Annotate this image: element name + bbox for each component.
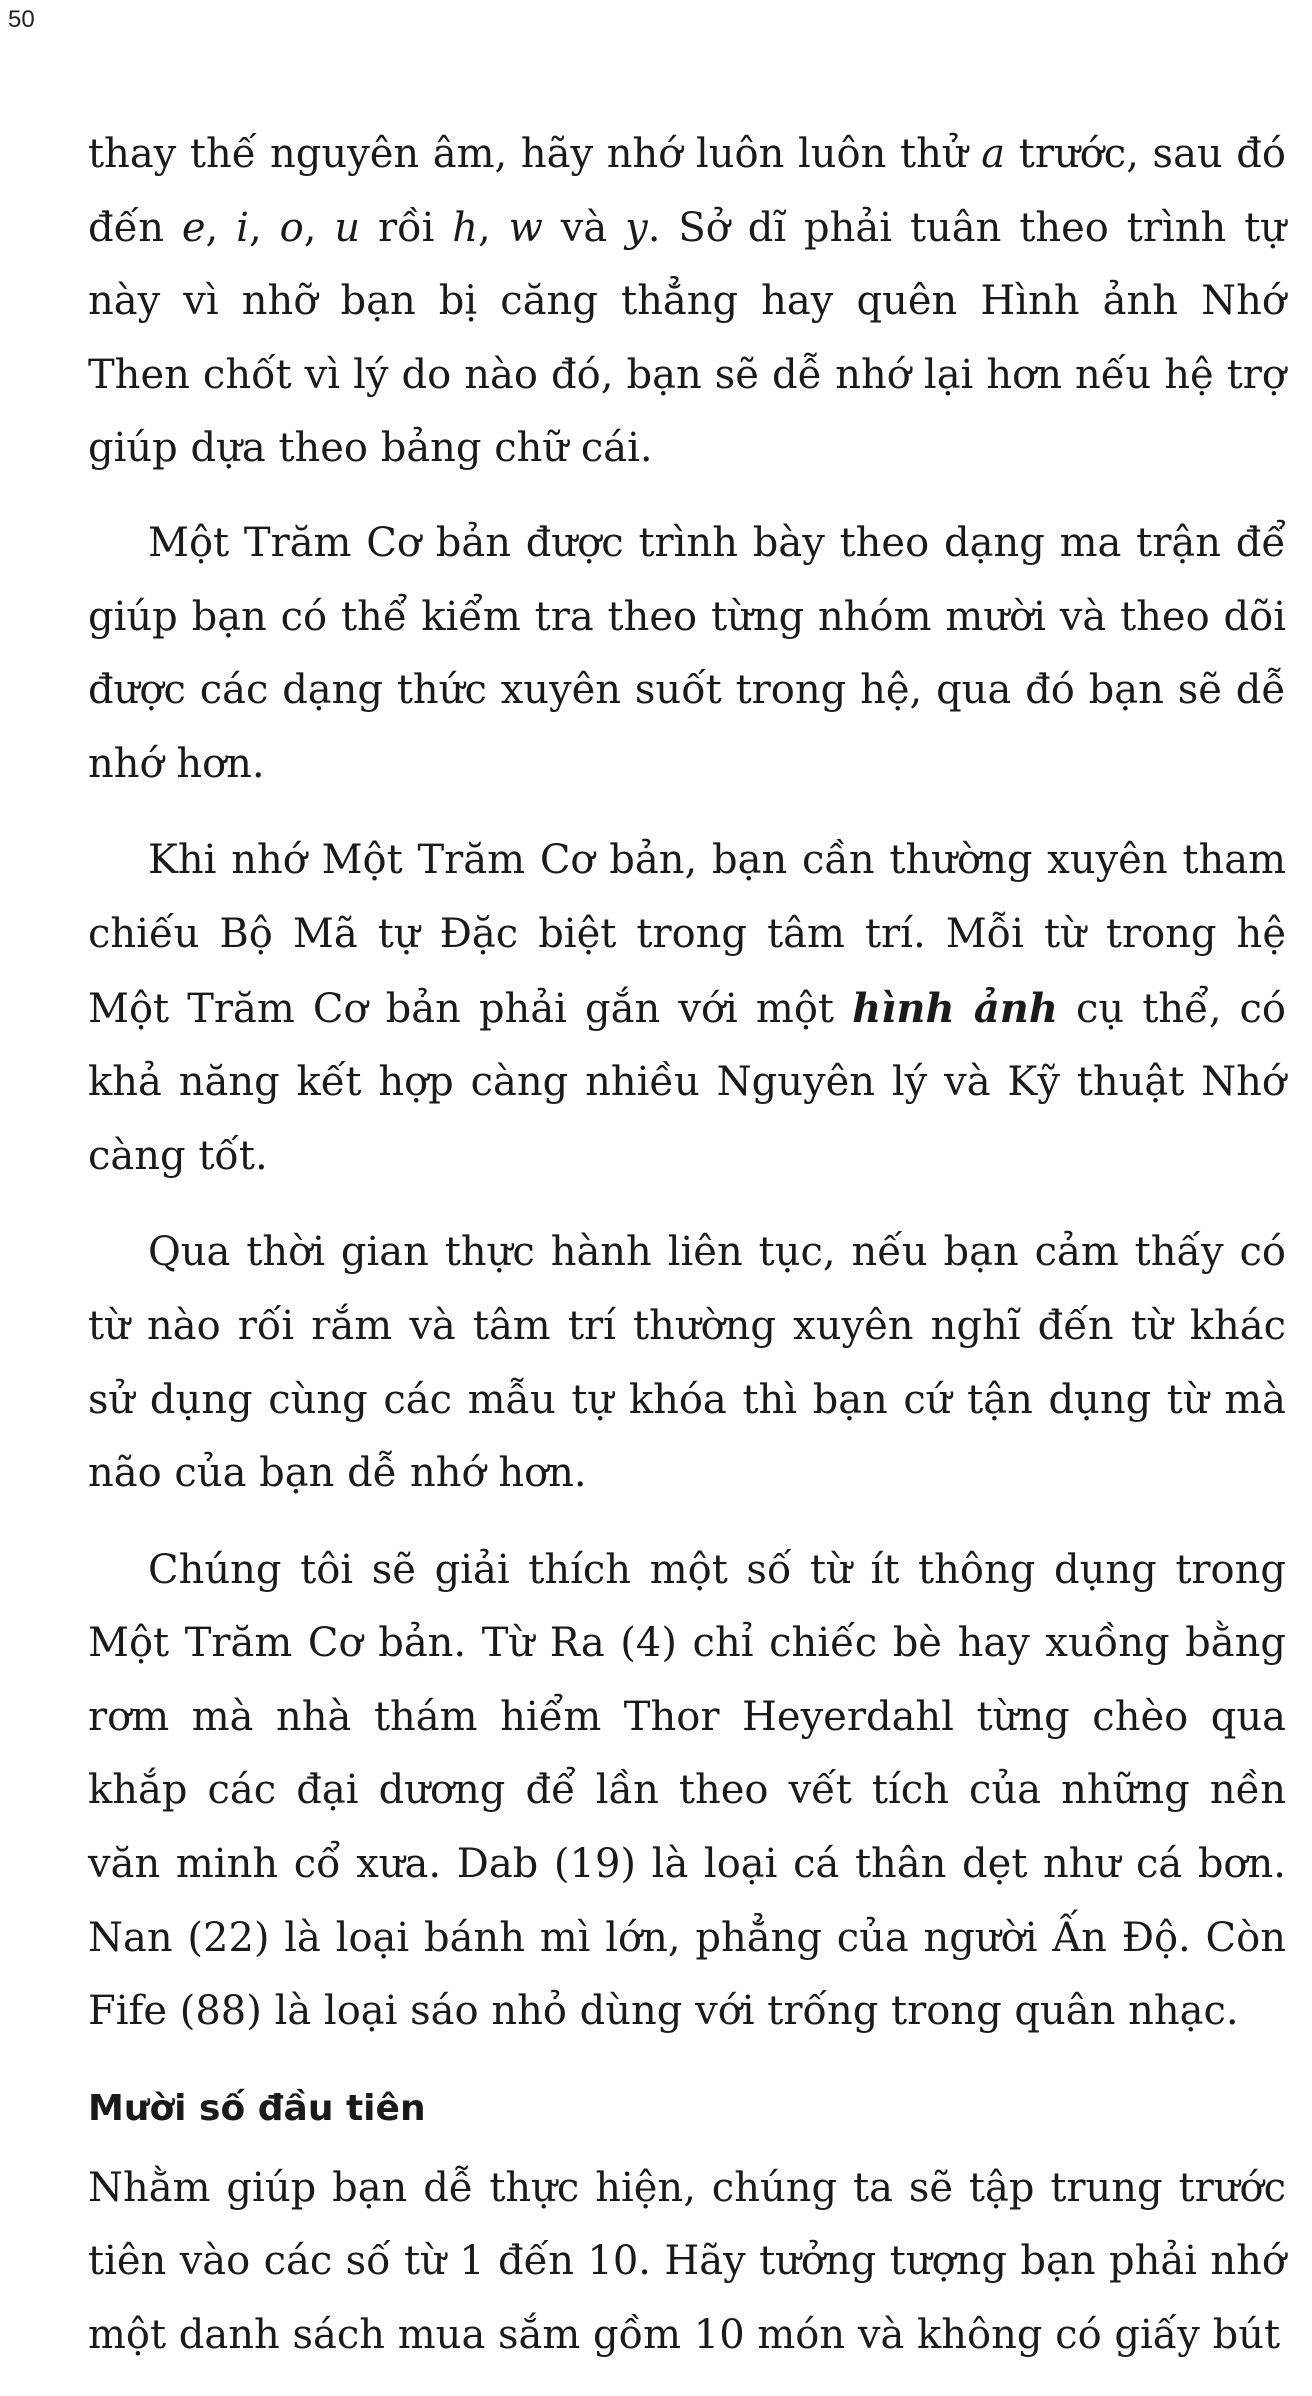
letter-u: u — [334, 204, 361, 251]
letter-e: e — [181, 204, 206, 251]
letter-w: w — [508, 204, 543, 251]
page-body — [88, 118, 1286, 2396]
paragraph-1-text-e: . Sở dĩ phải tuân theo trình tự này vì nhỡ bạn bị căng thẳng hay quên Hình ảnh Nhớ Then chốt vì lý do nào đó, bạn sẽ dễ nhớ lại hơn nếu hệ trợ giúp dựa theo bảng chữ cái. — [88, 204, 1287, 472]
paragraph-6: Nhằm giúp bạn dễ thực hiện, chúng ta sẽ tập trung trước tiên vào các số từ 1 đến 10. Hãy tưởng tượng bạn phải nhớ một danh sách mua sắm gồm 10 món và không có giấy bút — [88, 2164, 1286, 2359]
paragraph-1-text-c: rồi — [360, 204, 453, 251]
page-number: 50 — [8, 6, 35, 33]
letter-y: y — [625, 204, 648, 251]
letter-a: a — [981, 131, 1006, 177]
letter-o: o — [279, 204, 304, 251]
separator: , — [478, 204, 509, 251]
separator: , — [205, 204, 237, 251]
paragraph-1 — [88, 118, 1286, 486]
separator: , — [303, 204, 335, 251]
separator: , — [248, 204, 280, 251]
paragraph-4: Qua thời gian thực hành liên tục, nếu bạn cảm thấy có từ nào rối rắm và tâm trí thường xuyên nghĩ đến từ khác sử dụng cùng các mẫu tự khóa thì bạn cứ tận dụng từ mà não của bạn dễ nhớ hơn. — [88, 1229, 1286, 1497]
letter-i: i — [236, 204, 249, 251]
paragraph-5: Chúng tôi sẽ giải thích một số từ ít thông dụng trong Một Trăm Cơ bản. Từ Ra (4) chỉ chiếc bè hay xuồng bằng rơm mà nhà thám hiểm Thor Heyerdahl từng chèo qua khắp các đại dương để lần theo vết tích của những nền văn minh cổ xưa. Dab (19) là loại cá thân dẹt như cá bơn. Nan (22) là loại bánh mì lớn, phẳng của người Ấn Độ. Còn Fife (88) là loại sáo nhỏ dùng với trống trong quân nhạc. — [88, 1546, 1286, 2035]
paragraph-2: Một Trăm Cơ bản được trình bày theo dạng ma trận để giúp bạn có thể kiểm tra theo từng nhóm mười và theo dõi được các dạng thức xuyên suốt trong hệ, qua đó bạn sẽ dễ nhớ hơn. — [88, 519, 1286, 787]
paragraph-3-text-a: Khi nhớ Một Trăm Cơ bản, bạn cần thường xuyên tham chiếu Bộ Mã tự Đặc biệt trong tâm trí. Mỗi từ trong hệ Một Trăm Cơ bản phải gắn với một — [88, 837, 1286, 1032]
paragraph-3 — [88, 824, 1286, 1193]
section-heading: Mười số đầu tiên — [88, 2087, 426, 2129]
paragraph-1-text-b: trước, sau đó đến — [88, 131, 1286, 251]
emphasis-text: hình ảnh — [852, 984, 1058, 1032]
paragraph-1-text-a: thay thế nguyên âm, hãy nhớ luôn luôn thử — [88, 131, 982, 177]
letter-h: h — [452, 204, 479, 251]
paragraph-1-text-d: và — [542, 204, 626, 251]
paragraph-3-text-b: cụ thể, có khả năng kết hợp càng nhiều Nguyên lý và Kỹ thuật Nhớ càng tốt. — [88, 985, 1286, 1179]
